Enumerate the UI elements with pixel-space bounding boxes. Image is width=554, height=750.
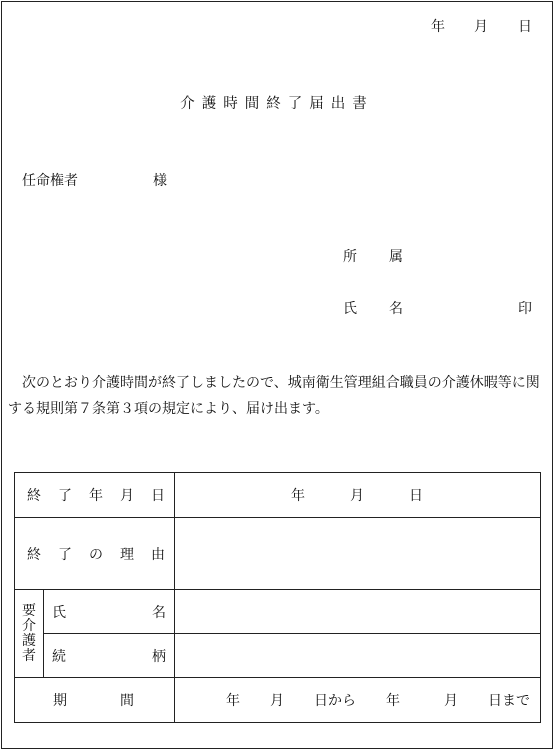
- care-recipient-label-text: 要 介 護 者: [22, 602, 36, 664]
- body-statement: 次のとおり介護時間が終了しましたので、城南衛生管理組合職員の介護休暇等に関する規則第７条第３項の規定により、届け出ます。: [8, 375, 540, 417]
- end-date-month: 月: [350, 488, 364, 504]
- end-reason-label: [15, 518, 175, 590]
- period-value[interactable]: [175, 678, 541, 723]
- care-relation-row: [15, 634, 541, 678]
- addressee-name: 任命権者: [22, 173, 78, 189]
- care-name-label-text: 氏 名: [52, 604, 166, 621]
- document-title: 介護時間終了届出書: [180, 96, 374, 112]
- period-start-month: 月: [270, 693, 284, 709]
- period-label-text: 期 間: [53, 693, 134, 709]
- care-recipient-label: [15, 590, 44, 678]
- end-date-day: 日: [409, 488, 423, 504]
- care-name-label: [44, 590, 175, 634]
- period-start-year: 年: [226, 693, 240, 709]
- end-date-label-text: 終 了 年 月 日: [27, 488, 165, 504]
- end-date-label: [15, 473, 175, 518]
- applicant-name-label: 氏名: [343, 301, 435, 317]
- care-name-row: [15, 590, 541, 634]
- care-relation-label-text: 続 柄: [52, 648, 166, 665]
- end-date-year: 年: [291, 488, 305, 504]
- period-end-year: 年: [386, 693, 400, 709]
- end-date-value[interactable]: [175, 473, 541, 518]
- notification-form-table: [14, 472, 541, 723]
- date-month-label: 月: [474, 19, 488, 35]
- period-end-month: 月: [444, 693, 458, 709]
- care-relation-label: [44, 634, 175, 678]
- care-name-value[interactable]: [175, 590, 541, 634]
- end-reason-row: [15, 518, 541, 590]
- period-row: [15, 678, 541, 723]
- affiliation-label: 所属: [343, 249, 435, 265]
- submission-date: [0, 16, 554, 36]
- period-end-day: 日まで: [488, 693, 530, 709]
- end-date-row: [15, 473, 541, 518]
- end-reason-value[interactable]: [175, 518, 541, 590]
- period-label: [15, 678, 175, 723]
- date-year-label: 年: [431, 19, 445, 35]
- addressee-honorific: 様: [153, 173, 167, 189]
- date-day-label: 日: [518, 19, 532, 35]
- seal-label: 印: [518, 301, 532, 317]
- end-reason-label-text: 終 了 の 理 由: [27, 546, 165, 563]
- care-relation-value[interactable]: [175, 634, 541, 678]
- period-start-day: 日から: [314, 693, 356, 709]
